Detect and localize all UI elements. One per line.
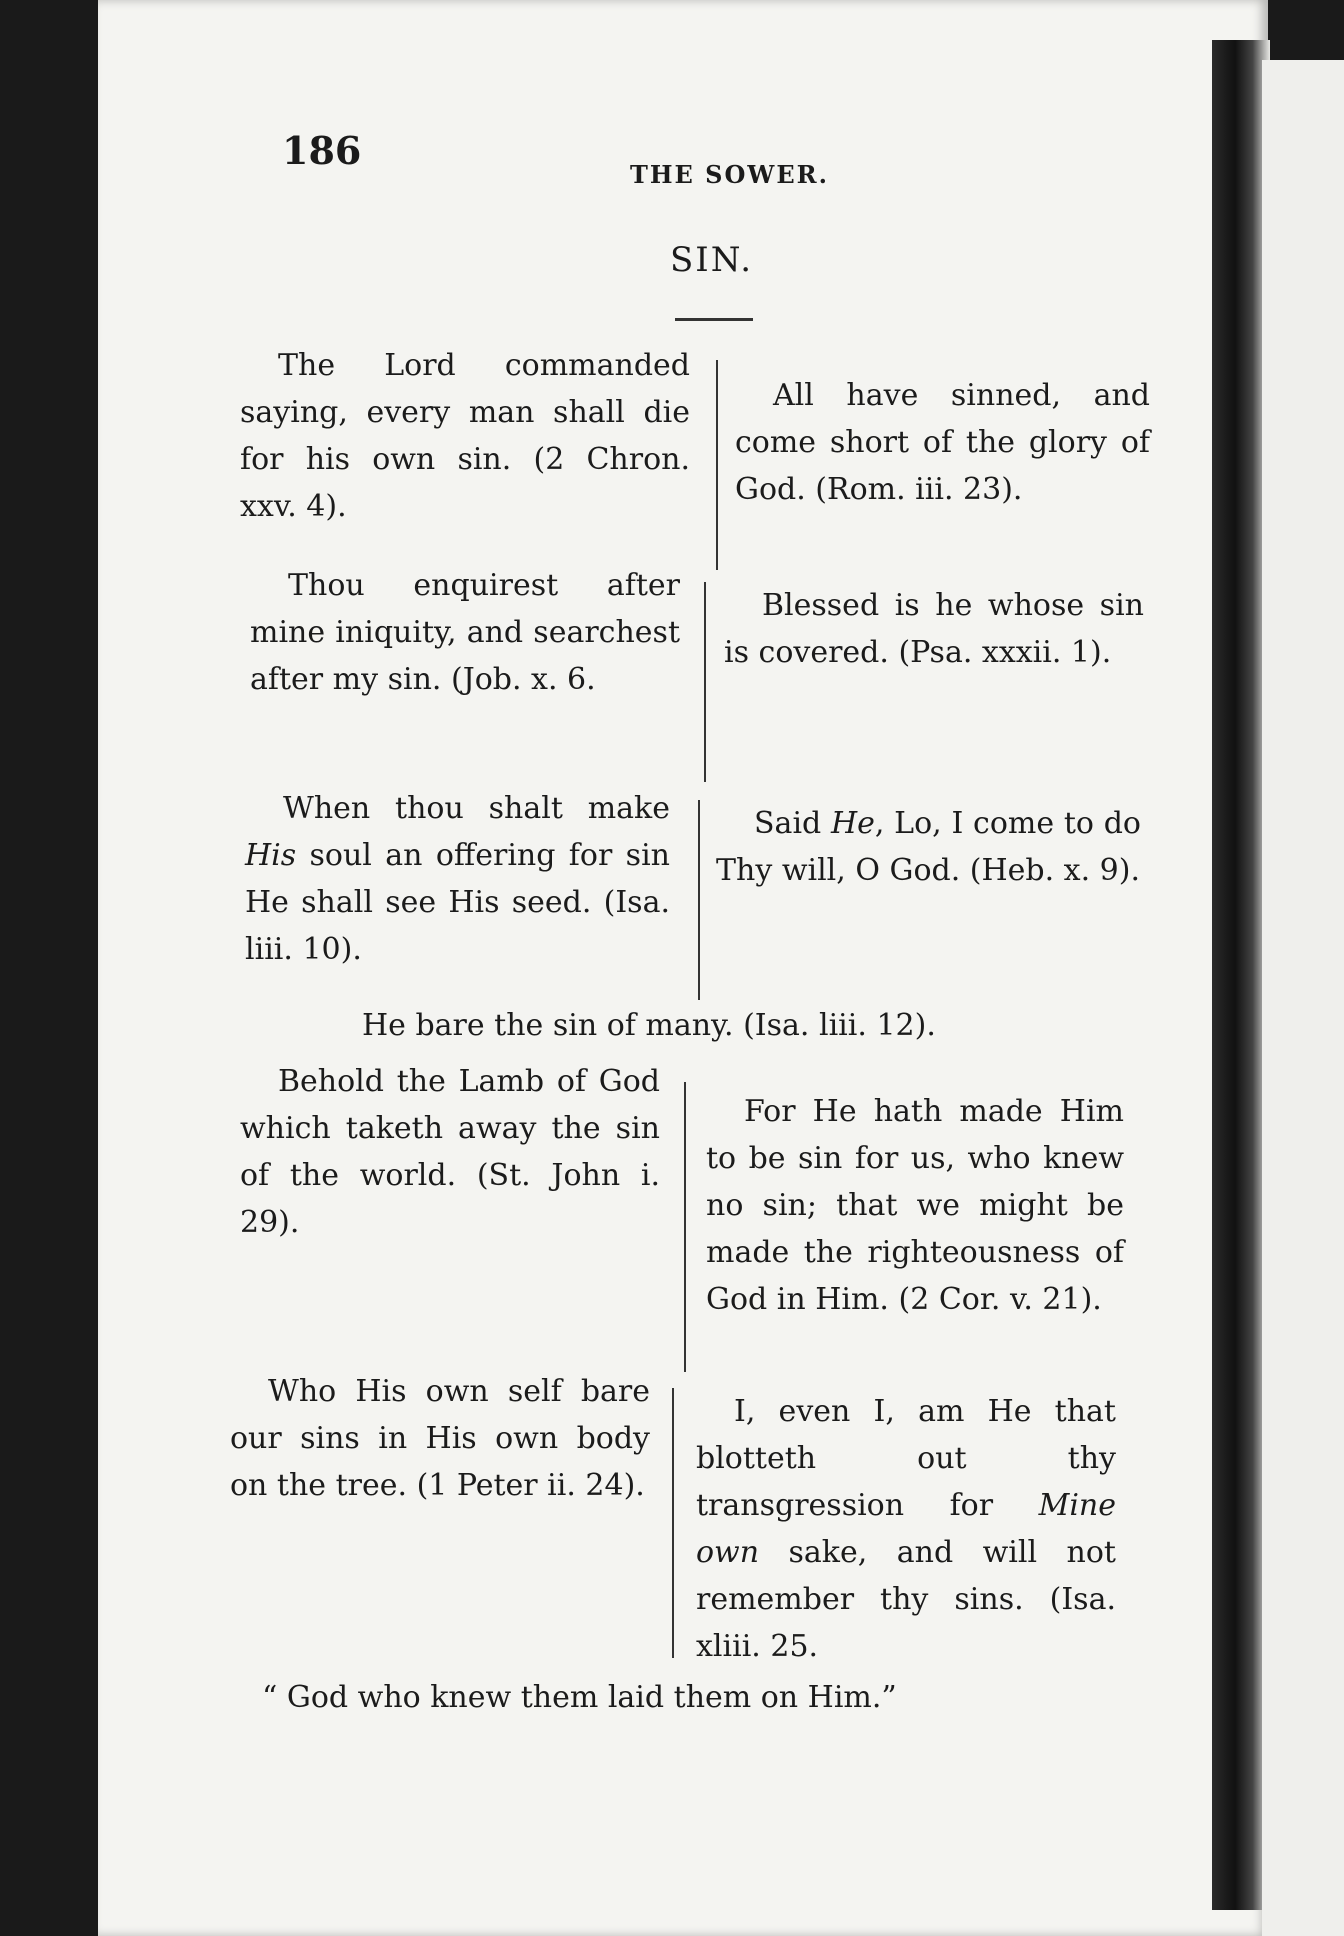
- verse-block-left: [240, 1058, 660, 1246]
- italic-words: Mine own: [696, 1488, 1116, 1570]
- verse-text: Thou enquirest after mine iniquity, and searchest after my sin. (Job. x. 6.: [250, 568, 680, 697]
- column-divider: [716, 360, 718, 570]
- verse-text: Who His own self bare our sins in His own body on the tree. (1 Peter ii. 24).: [230, 1374, 650, 1503]
- verse-text: Behold the Lamb of God which taketh away the sin of the world. (St. John i. 29).: [240, 1064, 660, 1240]
- title-rule: [675, 318, 753, 321]
- verse-block-left: [240, 342, 690, 530]
- verse-text: The Lord commanded saying, every man shall die for his own sin. (2 Chron. xxv. 4).: [240, 348, 690, 524]
- verse-block-left: [245, 785, 670, 973]
- verse-text: For He hath made Him to be sin for us, who knew no sin; that we might be made the righteousness of God in Him. (2 Cor. v. 21).: [706, 1094, 1124, 1317]
- verse-block-left: [230, 1368, 650, 1509]
- column-divider: [672, 1388, 674, 1658]
- section-title: SIN.: [670, 240, 754, 280]
- verse-text: Said He, Lo, I come to do Thy will, O God. (Heb. x. 9).: [716, 806, 1141, 888]
- column-divider: [698, 800, 700, 1000]
- verse-block-right: [696, 1388, 1116, 1670]
- column-divider: [684, 1082, 686, 1372]
- verse-text: When thou shalt make His soul an offering for sin He shall see His seed. (Isa. liii. 10).: [245, 791, 670, 967]
- verse-text: I, even I, am He that blotteth out thy transgression for Mine own sake, and will not remember thy sins. (Isa. xliii. 25.: [696, 1394, 1116, 1664]
- closing-quote: “ God who knew them laid them on Him.”: [262, 1680, 897, 1715]
- verse-block-right: [716, 800, 1141, 894]
- verse-block-right: [724, 582, 1144, 676]
- verse-centered-line: He bare the sin of many. (Isa. liii. 12).: [362, 1008, 936, 1043]
- page-number: 186: [282, 128, 362, 173]
- verse-block-left: [250, 562, 680, 703]
- running-title: THE SOWER.: [630, 160, 829, 189]
- italic-word: He: [830, 806, 875, 841]
- italic-word: His: [245, 838, 297, 873]
- column-divider: [704, 582, 706, 782]
- verse-block-right: [706, 1088, 1124, 1323]
- verse-text: Blessed is he whose sin is covered. (Psa. xxxii. 1).: [724, 588, 1144, 670]
- facing-page-edge: [1262, 60, 1344, 1936]
- verse-text: All have sinned, and come short of the glory of God. (Rom. iii. 23).: [735, 378, 1150, 507]
- verse-block-right: [735, 372, 1150, 513]
